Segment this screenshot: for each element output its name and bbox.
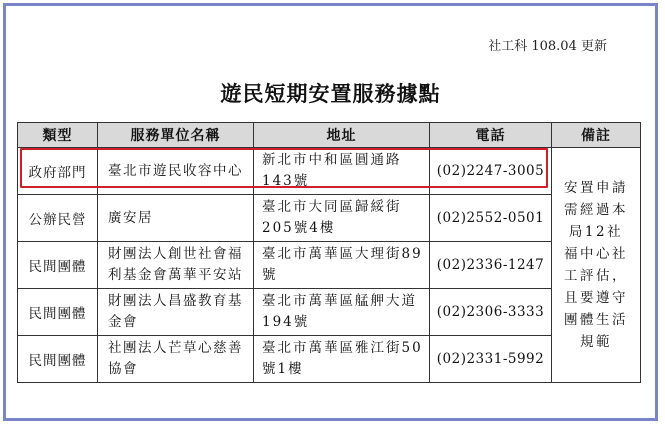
- cell-address: 臺北市萬華區艋舺大道194號: [254, 289, 430, 336]
- table-row: [18, 195, 641, 242]
- cell-type: 民間團體: [18, 289, 98, 336]
- header-address: 地址: [254, 123, 430, 148]
- cell-unit: 財團法人昌盛教育基金會: [98, 289, 254, 336]
- cell-phone: (02)2552-0501: [430, 195, 552, 242]
- header-type: 類型: [18, 123, 98, 148]
- cell-type: 政府部門: [18, 148, 98, 195]
- document-title: 遊民短期安置服務據點: [220, 81, 441, 106]
- cell-address: 臺北市萬華區大理街89號: [254, 242, 430, 289]
- update-note: 社工科 108.04 更新: [488, 39, 607, 54]
- cell-address: 臺北市大同區歸綏街205號4樓: [254, 195, 430, 242]
- table-row: [18, 336, 641, 383]
- cell-phone: (02)2306-3333: [430, 289, 552, 336]
- cell-unit: 臺北市遊民收容中心: [98, 148, 254, 195]
- table-row: [18, 289, 641, 336]
- cell-unit: 社團法人芒草心慈善協會: [98, 336, 254, 383]
- cell-address: 臺北市萬華區雅江街50號1樓: [254, 336, 430, 383]
- header-note: 備註: [552, 123, 641, 148]
- cell-phone: (02)2336-1247: [430, 242, 552, 289]
- table-row: [18, 148, 641, 195]
- cell-unit: 廣安居: [98, 195, 254, 242]
- cell-unit: 財團法人創世社會福利基金會萬華平安站: [98, 242, 254, 289]
- cell-type: 民間團體: [18, 336, 98, 383]
- header-unit: 服務單位名稱: [98, 123, 254, 148]
- cell-address: 新北市中和區圓通路143號: [254, 148, 430, 195]
- cell-type: 公辦民營: [18, 195, 98, 242]
- cell-type: 民間團體: [18, 242, 98, 289]
- header-phone: 電話: [430, 123, 552, 148]
- cell-note: 安置申請需經過本局12社福中心社工評估，且要遵守團體生活規範: [552, 148, 641, 383]
- shelter-table: [17, 122, 641, 383]
- cell-phone: (02)2247-3005: [430, 148, 552, 195]
- table-row: [18, 242, 641, 289]
- cell-phone: (02)2331-5992: [430, 336, 552, 383]
- table-header-row: [18, 123, 641, 148]
